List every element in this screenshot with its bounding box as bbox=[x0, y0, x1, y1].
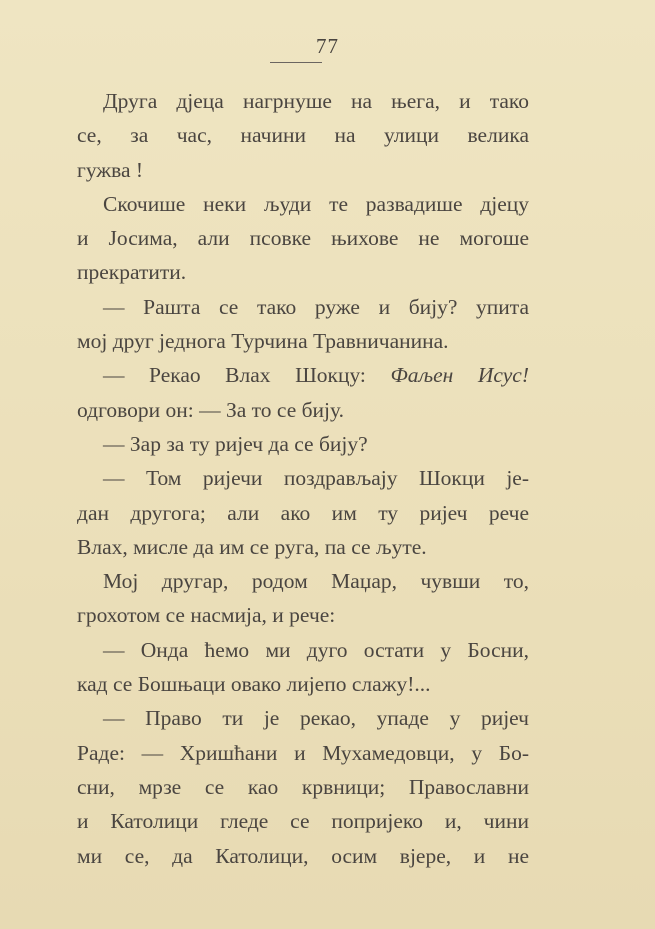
page-number-rule bbox=[270, 62, 322, 63]
text-line: Мој другар, родом Маџар, чувши то, bbox=[103, 569, 529, 594]
text-line-segment: — Рекао Влах Шокцу: bbox=[103, 363, 391, 388]
text-line: и Јосима, али псовке њихове не могоше bbox=[77, 226, 529, 251]
text-line: прекратити. bbox=[77, 260, 187, 285]
text-line: и Католици гледе се попријеко и, чини bbox=[77, 809, 529, 834]
text-line: Друга дјеца нагрнуше на њега, и тако bbox=[103, 89, 529, 113]
text-line: грохотом се насмија, и рече: bbox=[77, 603, 336, 628]
page-number: 77 bbox=[316, 34, 339, 58]
text-line: ми се, да Католици, осим вјере, и не bbox=[77, 843, 529, 868]
text-line: — Зар за ту ријеч да се бију? bbox=[103, 431, 368, 456]
text-line: кад се Бошњаци овако лијепо слажу!... bbox=[77, 672, 431, 697]
text-line: одговори он: — За то се бију. bbox=[77, 397, 345, 422]
text-line: се, за час, начини на улици велика bbox=[77, 123, 529, 148]
text-line: — Том ријечи поздрављају Шокци је- bbox=[103, 466, 529, 491]
text-line: гужва ! bbox=[77, 157, 144, 182]
text-line: — Право ти је рекао, упаде у ријеч bbox=[103, 706, 529, 731]
body-text bbox=[77, 84, 529, 873]
text-line: дан другога; али ако им ту ријеч рече bbox=[77, 500, 529, 525]
italic-greeting: Фаљен Исус! bbox=[390, 363, 529, 388]
text-line: Влах, мисле да им се руга, па се љуте. bbox=[77, 534, 427, 559]
text-line: — Рашта се тако руже и бију? упита bbox=[103, 294, 529, 319]
text-line: Раде: — Хришћани и Мухамедовци, у Бо- bbox=[77, 740, 529, 765]
text-line bbox=[77, 358, 529, 392]
text-line: сни, мрзе се као крвници; Православни bbox=[77, 774, 529, 799]
text-line: Скочише неки људи те развадише дјецу bbox=[103, 191, 529, 216]
text-line: мој друг једнога Турчина Травничанина. bbox=[77, 329, 449, 354]
text-line: — Онда ћемо ми дуго остати у Босни, bbox=[103, 637, 529, 662]
